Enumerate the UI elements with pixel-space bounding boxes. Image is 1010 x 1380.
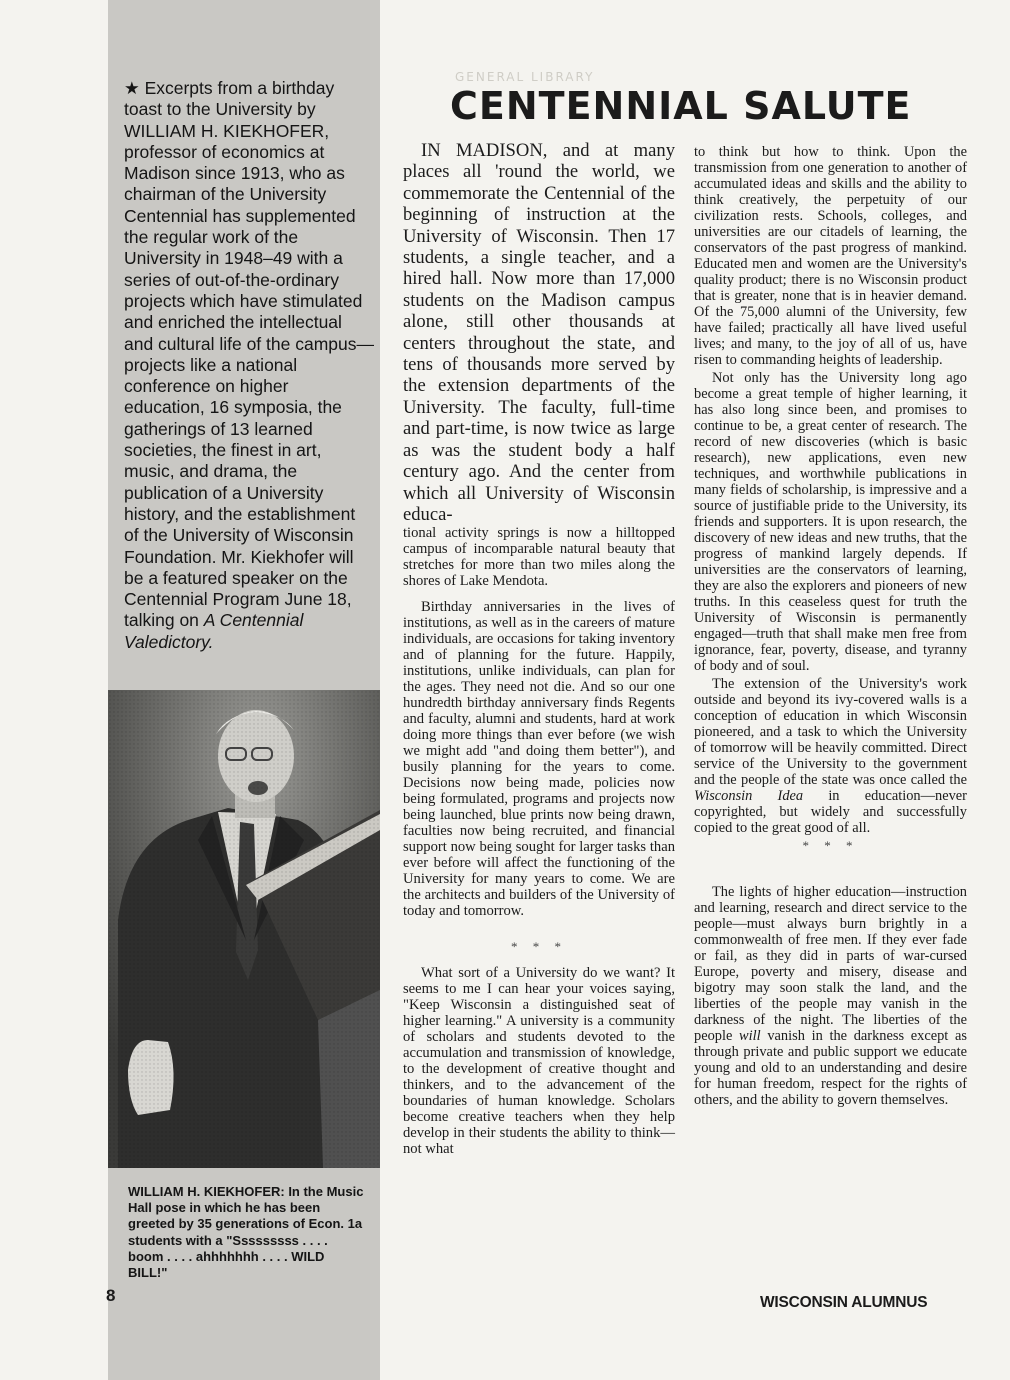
extension-paragraph: The extension of the University's work outside and beyond its ivy-covered walls is a conception of education in which Wisconsin pioneered, and a task to which the University of tomorrow will be heavily committed. Direct service of the University to the government and the people of the state was once called the Wisconsin Idea in education—never copyrighted, but widely and successfully copied to the great good of all. — [694, 676, 967, 836]
library-stamp: GENERAL LIBRARY — [455, 70, 595, 84]
wisconsin-idea-term: Wisconsin Idea — [694, 788, 804, 804]
article-title: CENTENNIAL SALUTE — [450, 84, 912, 128]
star-icon: ★ — [124, 78, 140, 98]
lead-paragraph-continued: tional activity springs is now a hilltopped campus of incomparable natural beauty that stretches for more than two miles along the shores of Lake Mendota. — [403, 525, 675, 590]
emphasis-will: will — [739, 1028, 761, 1044]
column-1 — [403, 140, 675, 1157]
publication-masthead: WISCONSIN ALUMNUS — [760, 1294, 928, 1311]
page-number: 8 — [106, 1286, 116, 1305]
lead-paragraph: IN MADISON, and at many places all 'round the world, we commemorate the Centennial of the beginning of instruction at the University of Wisconsin. Then 17 students, a single teacher, and a hired hall. Now more than 17,000 students on the Madison campus alone, still other thousands at centers throughout the state, and tens of thousands more served by the extension departments of the University. The faculty, full-time and part-time, is now twice as large as was the student body a half century ago. And the center from which all University of Wisconsin educa- — [403, 140, 675, 525]
photo-caption: WILLIAM H. KIEKHOFER: In the Music Hall pose in which he has been greeted by 35 generations of Econ. 1a students with a "Sssssssss . . . . boom . . . . ahhhhhhh . . . . WILD BILL!" — [128, 1184, 364, 1281]
column-2 — [694, 144, 967, 1108]
lights-paragraph: The lights of higher education—instruction and learning, research and direct service to the people—must always burn brightly in a commonwealth of free men. If they ever fade or fail, as they did in parts of war-cursed Europe, poverty and misery, disease and bigotry may soon stalk the land, and the liberties of the people may vanish in the darkness of the night. The liberties of the people will vanish in the darkness except as through private and public support we educate young and old to an understanding and desire for human freedom, respect for the rights of others, and the ability to govern themselves. — [694, 884, 967, 1108]
thinking-paragraph: to think but how to think. Upon the transmission from one generation to another of accumulated ideas and skills and the ability to think creatively, the perpetuity of our civilization rests. Schools, colleges, and universities are our citadels of learning, the conservators of the past progress of mankind. Educated men and women are the University's quality product; there is no Wisconsin product that is greater, none that is in heavier demand. Of the 75,000 alumni of the University, few have failed; practically all have lived useful lives; and many, to the joy of all of us, have risen to commanding heights of leadership. — [694, 144, 967, 368]
talk-title: A Centennial Valedictory. — [124, 610, 304, 652]
section-separator: * * * — [802, 838, 859, 853]
speaker-photo-illustration — [108, 690, 380, 1168]
speaker-photo — [108, 690, 380, 1168]
university-paragraph: What sort of a University do we want? It seems to me I can hear your voices saying, "Keep Wisconsin a distinguished seat of higher learning." A university is a community of scholars and students devoted to the accumulation and transmission of knowledge, to the development of creative thought and thinkers, and to the advancement of the boundaries of human knowledge. Scholars become creative teachers when they help develop in their students the ability to think—not what — [403, 965, 675, 1158]
sidebar-intro-text: Excerpts from a birthday toast to the University by WILLIAM H. KIEKHOFER, professor of economics at Madison since 1913, who as chairman of the University Centennial has supplemented the regular work of the University in 1948–49 with a series of out-of-the-ordinary projects which have stimulated and enriched the intellectual and cultural life of the campus—projects like a national conference on higher education, 16 symposia, the gatherings of 13 learned societies, the finest in art, music, and drama, the publication of a University history, and the establishment of the University of Wisconsin Foundation. Mr. Kiekhofer will be a featured speaker on the Centennial Program June 18, talking on — [124, 78, 374, 631]
research-paragraph: Not only has the University long ago become a great temple of higher learning, it has also long since been, and promises to continue to be, a great center of research. The record of new discoveries (which is basic research), new applications, even new techniques, and worthwhile publications in many fields of scholarship, is impressive and a source of justifiable pride to the University, its friends and supporters. It is upon research, the discovery of new ideas and new truths, that the progress of mankind largely depends. If universities are the conservators of learning, they are also the explorers and pioneers of new truths. In this ceaseless quest for truth the University of Wisconsin is permanently engaged—truth that shall make men free from ignorance, fear, poverty, disease, and tyranny of body and of soul. — [694, 370, 967, 674]
birthday-paragraph: Birthday anniversaries in the lives of institutions, as well as in the careers of mature individuals, are occasions for taking inventory and of planning for the future. Happily, institutions, unlike individuals, can plan for the ages. They need not die. And so our one hundredth birthday anniversary finds Regents and faculty, alumni and students, hard at work doing more things than ever before (we wish we might add "and doing them better"), and busily planning for the years to come. Decisions now being made, policies now being formulated, programs and projects now being launched, blue prints now being drawn, faculties now being recruited, and financial support now being sought for larger tasks than ever before will affect the functioning of the University for many years to come. We are the architects and builders of the University of today and tomorrow. — [403, 599, 675, 920]
section-separator: * * * — [511, 939, 567, 955]
sidebar-intro — [124, 78, 374, 653]
